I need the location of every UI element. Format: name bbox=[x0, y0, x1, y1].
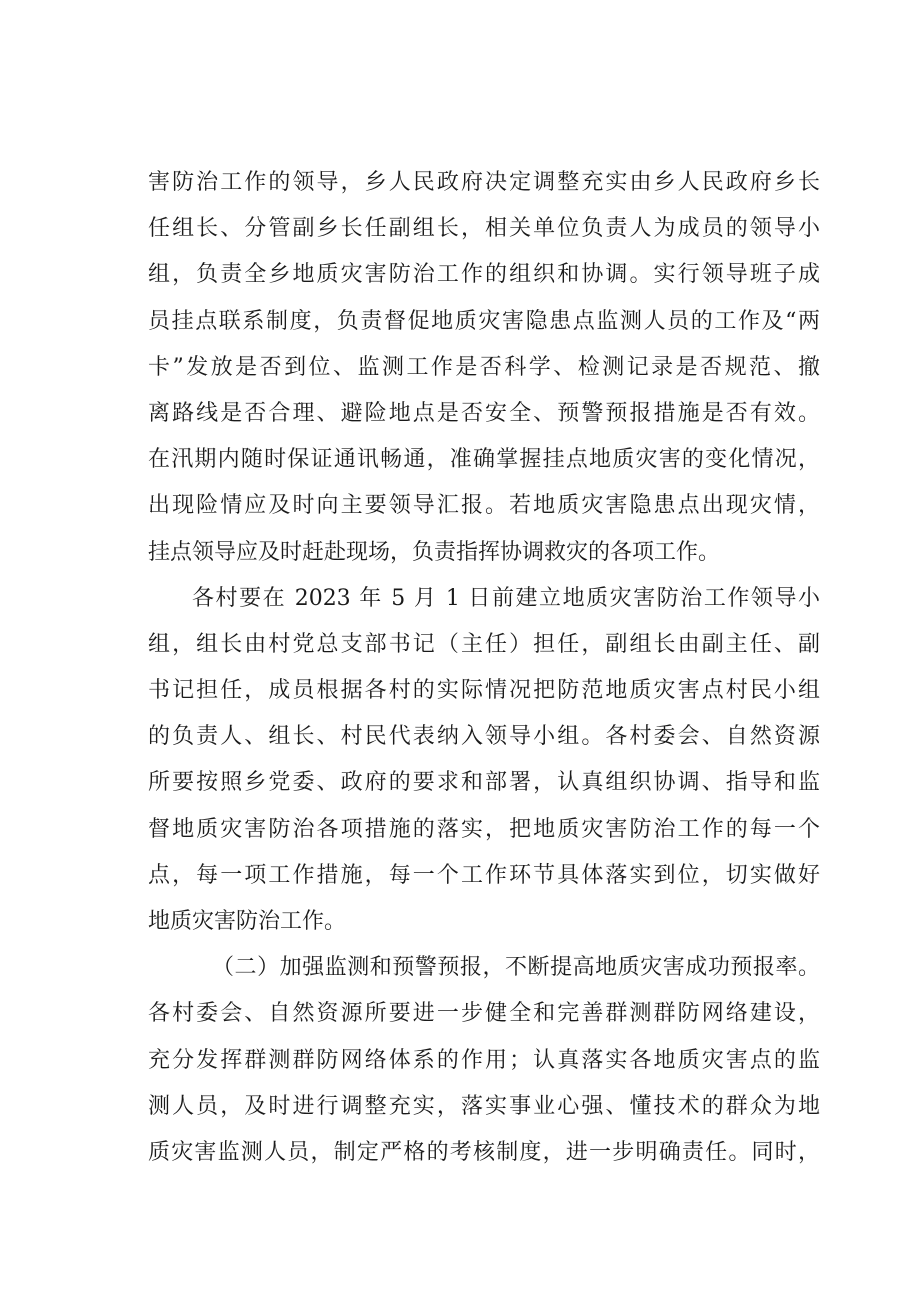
text-line: 离路线是否合理、避险地点是否安全、预警预报措施是否有效。 bbox=[148, 400, 820, 426]
text-line: 任组长、分管副乡长任副组长，相关单位负责人为成员的领导小 bbox=[148, 216, 820, 242]
text-line: 质灾害监测人员，制定严格的考核制度，进一步明确责任。同时， bbox=[148, 1139, 820, 1165]
text-line: 组，负责全乡地质灾害防治工作的组织和协调。实行领导班子成 bbox=[148, 262, 820, 288]
text-line: 地质灾害防治工作。 bbox=[148, 909, 347, 934]
text-line: 充分发挥群测群防网络体系的作用；认真落实各地质灾害点的监 bbox=[148, 1047, 820, 1073]
text-line: 督地质灾害防治各项措施的落实，把地质灾害防治工作的每一个 bbox=[148, 816, 820, 842]
text-line: 测人员，及时进行调整充实，落实事业心强、懂技术的群众为地 bbox=[148, 1093, 820, 1119]
text-line: 害防治工作的领导，乡人民政府决定调整充实由乡人民政府乡长 bbox=[148, 170, 820, 195]
text-line: 在汛期内随时保证通讯畅通，准确掌握挂点地质灾害的变化情况， bbox=[148, 447, 820, 473]
text-line: 书记担任，成员根据各村的实际情况把防范地质灾害点村民小组 bbox=[148, 678, 820, 704]
section-heading-line: （二）加强监测和预警预报，不断提高地质灾害成功预报率。 bbox=[212, 955, 820, 981]
paragraph-village-leadership bbox=[148, 576, 820, 946]
text-line: 员挂点联系制度，负责督促地质灾害隐患点监测人员的工作及“两 bbox=[148, 308, 820, 334]
text-line: 点，每一项工作措施，每一个工作环节具体落实到位，切实做好 bbox=[148, 862, 820, 888]
text-line: 组，组长由村党总支部书记（主任）担任，副组长由副主任、副 bbox=[148, 631, 820, 657]
text-line: 各村要在 2023 年 5 月 1 日前建立地质灾害防治工作领导小 bbox=[192, 585, 820, 611]
text-line: 各村委会、自然资源所要进一步健全和完善群测群防网络建设， bbox=[148, 1001, 820, 1027]
paragraph-leadership-continuation bbox=[148, 160, 820, 576]
document-body bbox=[148, 160, 820, 1176]
text-line: 所要按照乡党委、政府的要求和部署，认真组织协调、指导和监 bbox=[148, 770, 820, 796]
text-line: 卡”发放是否到位、监测工作是否科学、检测记录是否规范、撤 bbox=[148, 354, 820, 380]
text-line: 挂点领导应及时赶赴现场，负责指挥协调救灾的各项工作。 bbox=[148, 539, 721, 565]
text-line: 的负责人、组长、村民代表纳入领导小组。各村委会、自然资源 bbox=[148, 724, 820, 750]
text-line: 出现险情应及时向主要领导汇报。若地质灾害隐患点出现灾情， bbox=[148, 493, 820, 519]
paragraph-monitoring-warning bbox=[148, 945, 820, 1176]
